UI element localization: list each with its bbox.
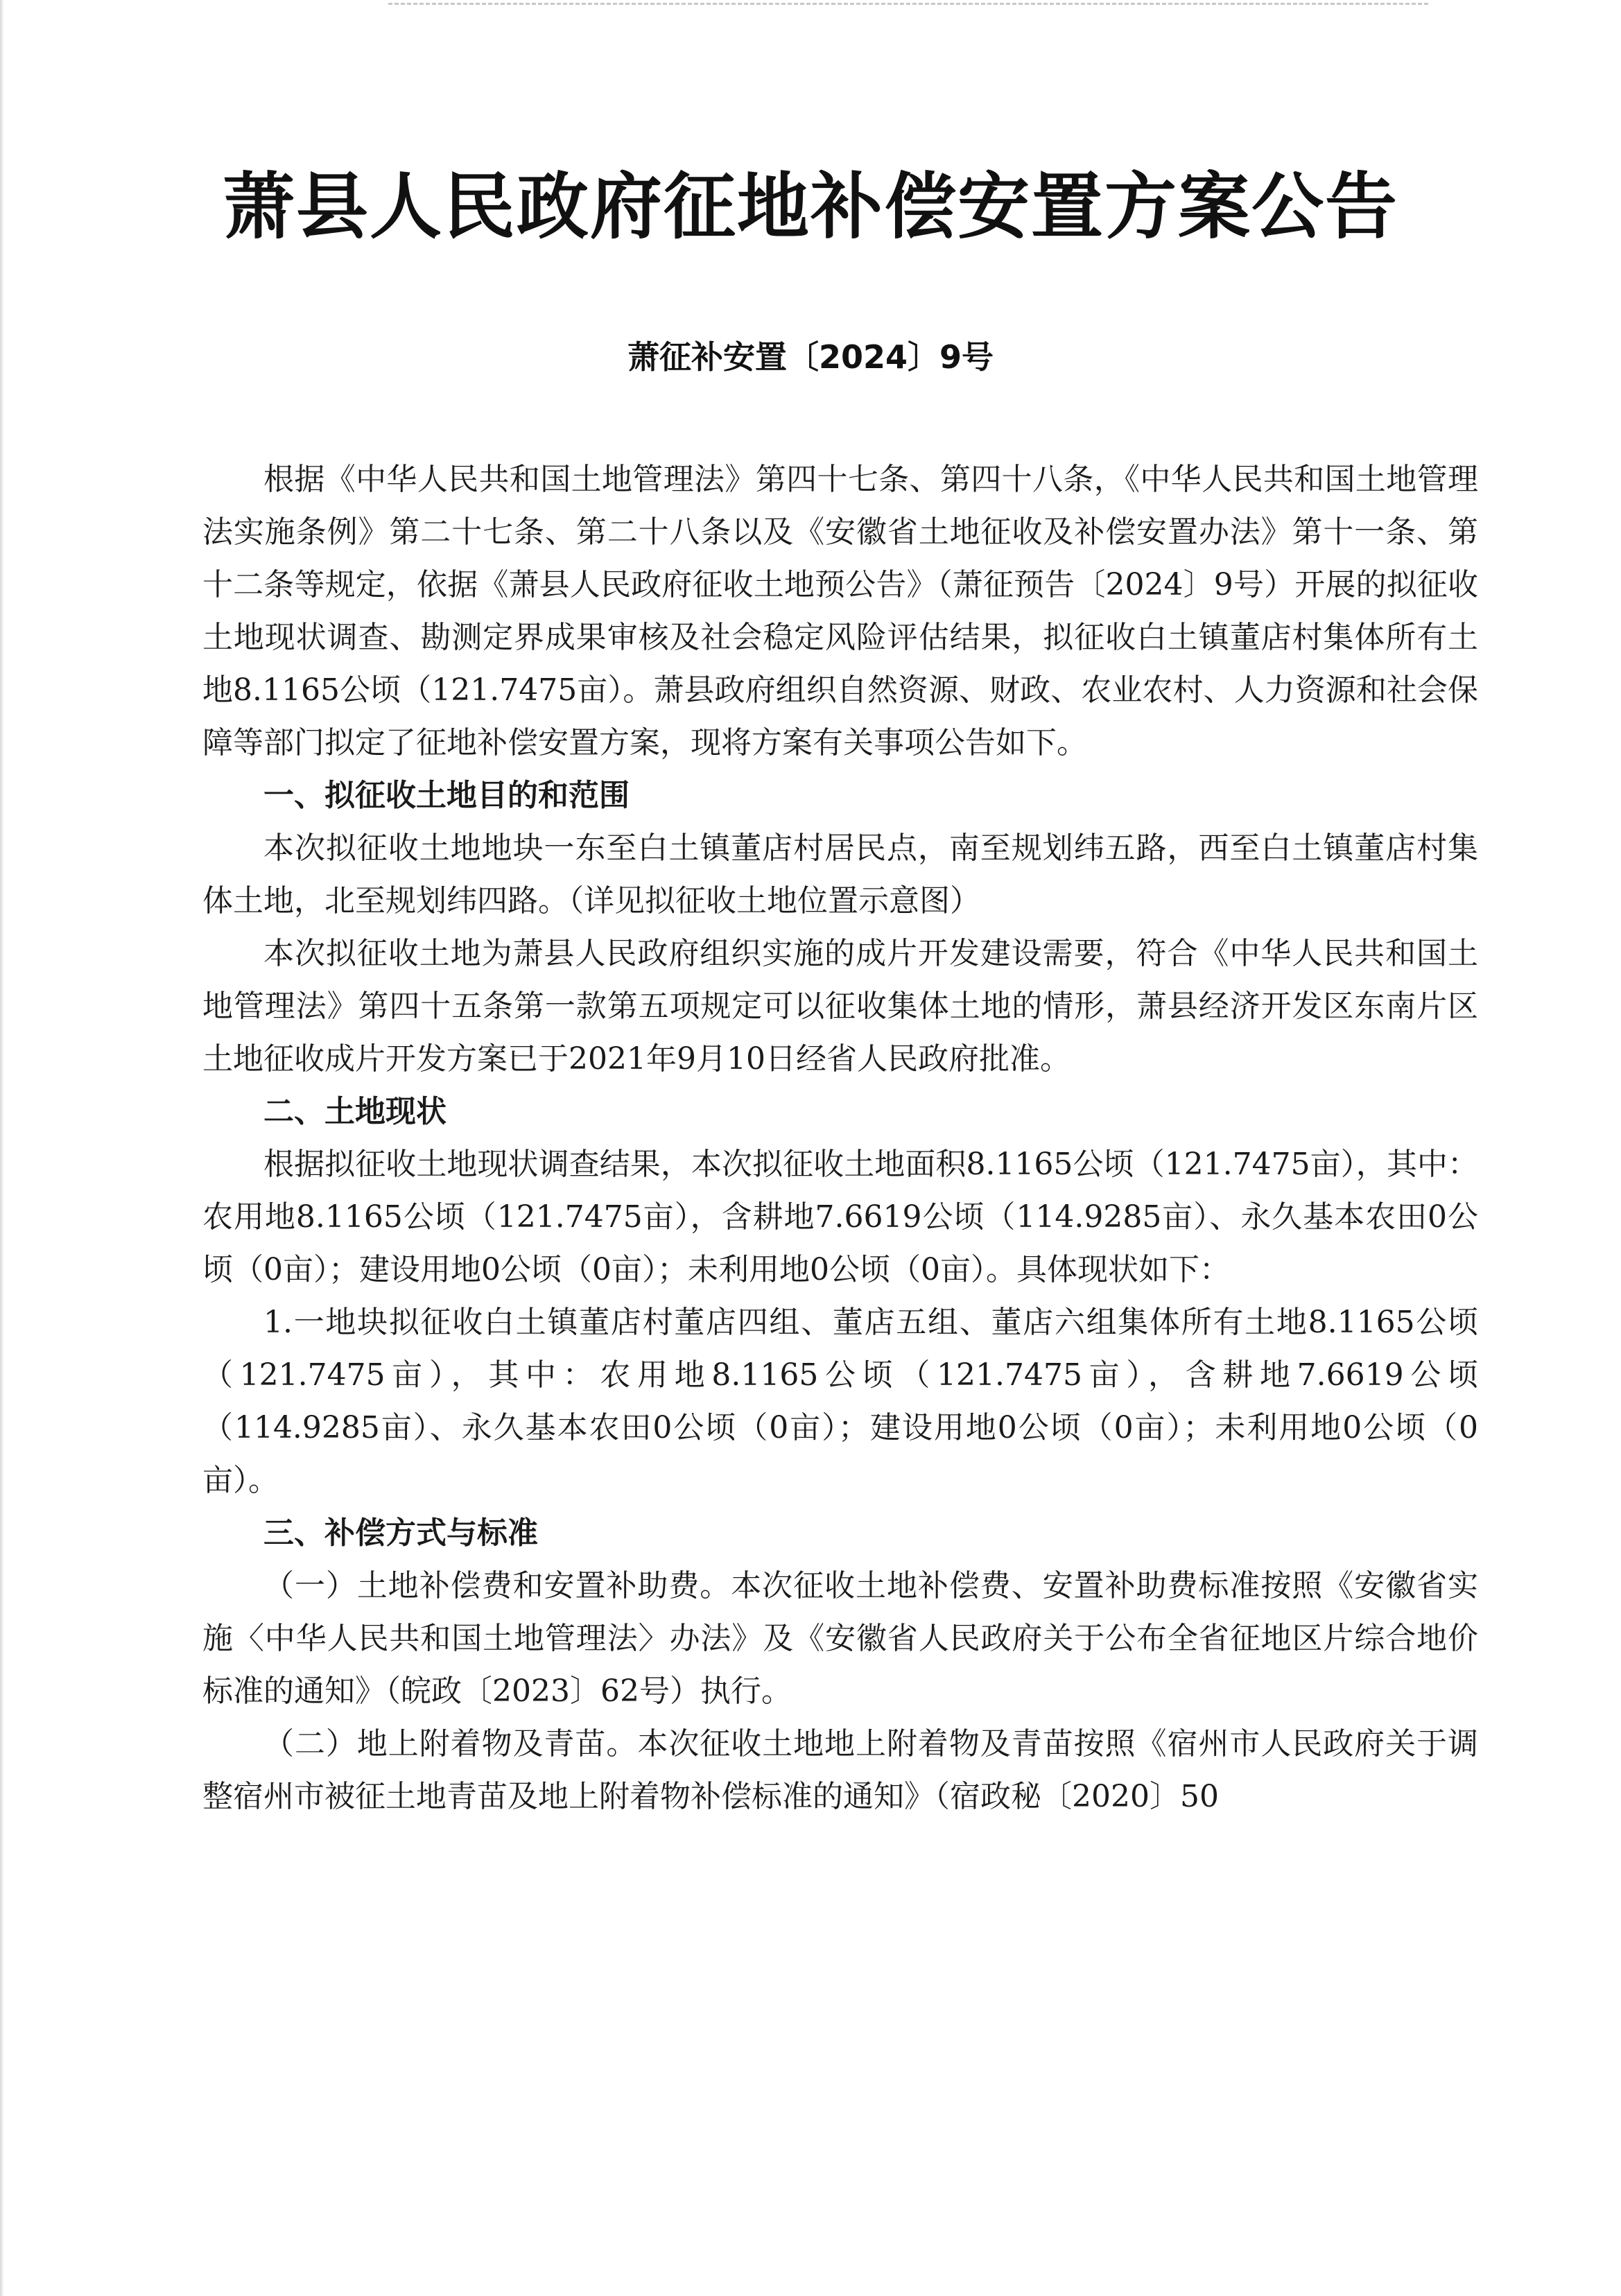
section-1-paragraph-2: 本次拟征收土地为萧县人民政府组织实施的成片开发建设需要，符合《中华人民共和国土地管理法》第四十五条第一款第五项规定可以征收集体土地的情形，萧县经济开发区东南片区土地征收成片开发方案已于2021年9月10日经省人民政府批准。: [202, 936, 1478, 1077]
section-2-paragraph-1: 根据拟征收土地现状调查结果，本次拟征收土地面积8.1165公顷（121.7475亩），其中：农用地8.1165公顷（121.7475亩），含耕地7.6619公顷（114.9285亩）、永久基本农田0公顷（0亩）；建设用地0公顷（0亩）；未利用地0公顷（0亩）。具体现状如下：: [202, 1147, 1478, 1287]
section-3-item-2: [202, 1718, 1478, 1823]
section-3-item-1: [202, 1560, 1478, 1718]
section-1-heading: 一、拟征收土地目的和范围: [263, 778, 630, 813]
section-3-item-1-label: （一）土地补偿费和安置补助费。: [263, 1568, 731, 1603]
section-3-item-1-text: 本次征收土地补偿费、安置补助费标准按照《安徽省实施〈中华人民共和国土地管理法〉办法》及《安徽省人民政府关于公布全省征地区片综合地价标准的通知》（皖政〔2023〕62号）执行。: [202, 1568, 1479, 1709]
document-body: [202, 453, 1478, 1823]
scan-top-dashed-line: [388, 3, 1428, 5]
section-3-heading: 三、补偿方式与标准: [263, 1515, 538, 1551]
section-2-heading: 二、土地现状: [263, 1094, 447, 1129]
section-1-paragraph-1: 本次拟征收土地地块一东至白土镇董店村居民点，南至规划纬五路，西至白土镇董店村集体土地，北至规划纬四路。（详见拟征收土地位置示意图）: [202, 830, 1478, 919]
intro-paragraph: 根据《中华人民共和国土地管理法》第四十七条、第四十八条，《中华人民共和国土地管理法实施条例》第二十七条、第二十八条以及《安徽省土地征收及补偿安置办法》第十一条、第十二条等规定，依据《萧县人民政府征收土地预公告》（萧征预告〔2024〕9号）开展的拟征收土地现状调查、勘测定界成果审核及社会稳定风险评估结果，拟征收白土镇董店村集体所有土地8.1165公顷（121.7475亩）。萧县政府组织自然资源、财政、农业农村、人力资源和社会保障等部门拟定了征地补偿安置方案，现将方案有关事项公告如下。: [202, 462, 1478, 760]
document-title: 萧县人民政府征地补偿安置方案公告: [222, 164, 1398, 249]
section-3-item-2-label: （二）地上附着物及青苗。: [263, 1726, 638, 1762]
document-number: 萧征补安置〔2024〕9号: [627, 338, 994, 376]
section-3-item-2-text: 本次征收土地地上附着物及青苗按照《宿州市人民政府关于调整宿州市被征土地青苗及地上附着物补偿标准的通知》（宿政秘〔2020〕50: [202, 1726, 1479, 1814]
section-2-paragraph-2: 1.一地块拟征收白土镇董店村董店四组、董店五组、董店六组集体所有土地8.1165公顷（121.7475亩），其中：农用地8.1165公顷（121.7475亩），含耕地7.6619公顷（114.9285亩）、永久基本农田0公顷（0亩）；建设用地0公顷（0亩）；未利用地0公顷（0亩）。: [202, 1305, 1478, 1498]
